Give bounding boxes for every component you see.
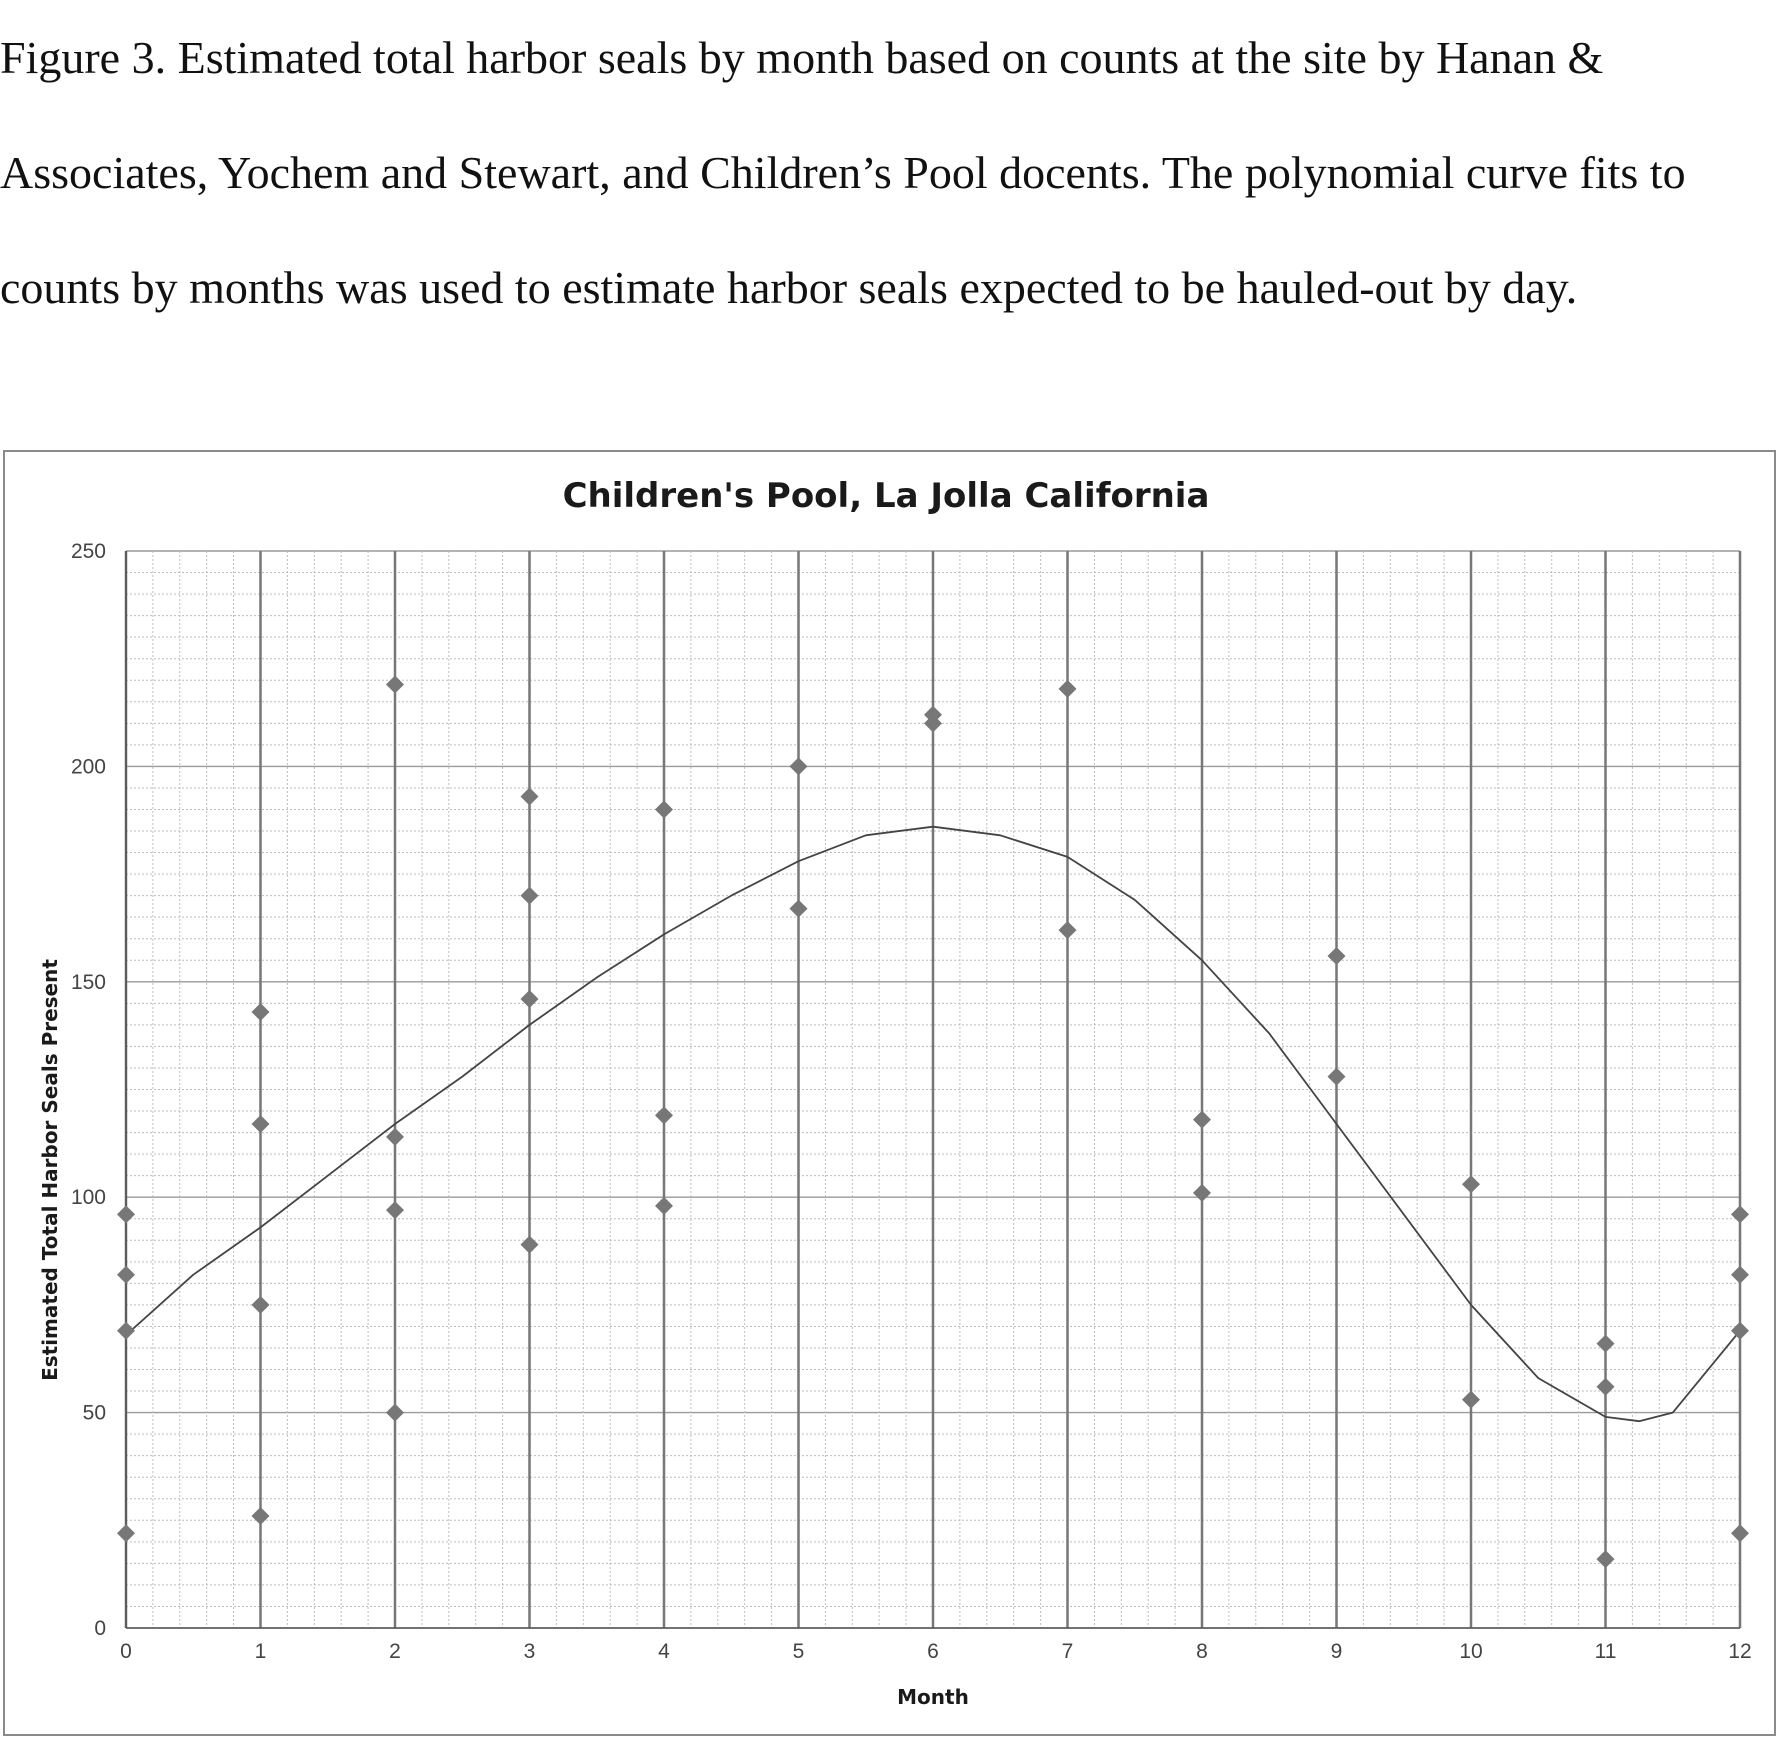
x-tick-label: 12 <box>1728 1640 1752 1663</box>
data-point <box>521 1236 539 1254</box>
data-point <box>790 757 808 775</box>
data-point <box>386 676 404 694</box>
data-point <box>655 800 673 818</box>
x-tick-label: 7 <box>1061 1640 1074 1663</box>
x-tick-label: 4 <box>658 1640 670 1663</box>
data-point <box>521 990 539 1008</box>
data-point <box>790 900 808 918</box>
data-point <box>1193 1184 1211 1202</box>
y-tick-label: 100 <box>70 1186 106 1210</box>
x-tick-label: 0 <box>120 1640 132 1663</box>
data-point <box>252 1507 270 1525</box>
figure-caption: Figure 3. Estimated total harbor seals by month based on counts at the site by Hanan & Associates, Yochem and Stewart, and Children’s Pool docents. The polynomial curve fits to counts by months was used to estimate harbor seals expected to be hauled-out by day. <box>0 32 1686 313</box>
data-point <box>1731 1524 1749 1542</box>
y-tick-label: 150 <box>70 970 106 994</box>
data-point <box>1731 1266 1749 1284</box>
x-tick-label: 5 <box>792 1640 805 1663</box>
data-point <box>655 1106 673 1124</box>
x-axis-label: Month <box>897 1685 969 1709</box>
y-tick-label: 0 <box>94 1617 106 1640</box>
data-point <box>1597 1378 1615 1396</box>
data-point <box>252 1296 270 1314</box>
x-tick-label: 1 <box>254 1640 267 1663</box>
x-tick-label: 2 <box>389 1640 401 1663</box>
data-point <box>386 1201 404 1219</box>
x-tick-label: 10 <box>1459 1640 1483 1663</box>
data-point <box>1328 947 1346 965</box>
data-point <box>252 1003 270 1021</box>
x-tick-label: 9 <box>1330 1640 1343 1663</box>
y-axis-label: Estimated Total Harbor Seals Present <box>38 959 62 1381</box>
y-tick-label: 250 <box>70 540 106 563</box>
data-point <box>1462 1175 1480 1193</box>
data-point <box>1328 1068 1346 1086</box>
x-tick-label: 11 <box>1594 1640 1617 1663</box>
data-point <box>1193 1111 1211 1129</box>
data-point <box>1597 1550 1615 1568</box>
data-point <box>117 1524 135 1542</box>
data-point <box>521 887 539 905</box>
data-point <box>1059 680 1077 698</box>
data-point <box>1462 1391 1480 1409</box>
data-point <box>1597 1335 1615 1353</box>
data-point <box>117 1266 135 1284</box>
chart-title: Children's Pool, La Jolla California <box>562 476 1210 516</box>
data-point <box>1059 921 1077 939</box>
data-point <box>655 1197 673 1215</box>
data-point <box>1731 1205 1749 1223</box>
x-tick-label: 6 <box>927 1640 939 1663</box>
data-point <box>386 1128 404 1146</box>
data-point <box>252 1115 270 1133</box>
y-tick-label: 50 <box>82 1401 106 1425</box>
data-point <box>117 1205 135 1223</box>
y-tick-label: 200 <box>70 755 106 779</box>
data-point <box>386 1404 404 1422</box>
x-tick-label: 8 <box>1196 1640 1208 1663</box>
data-point <box>521 788 539 806</box>
x-tick-label: 3 <box>523 1640 536 1663</box>
data-point <box>117 1322 135 1340</box>
tick-label-layer <box>71 540 1752 1663</box>
